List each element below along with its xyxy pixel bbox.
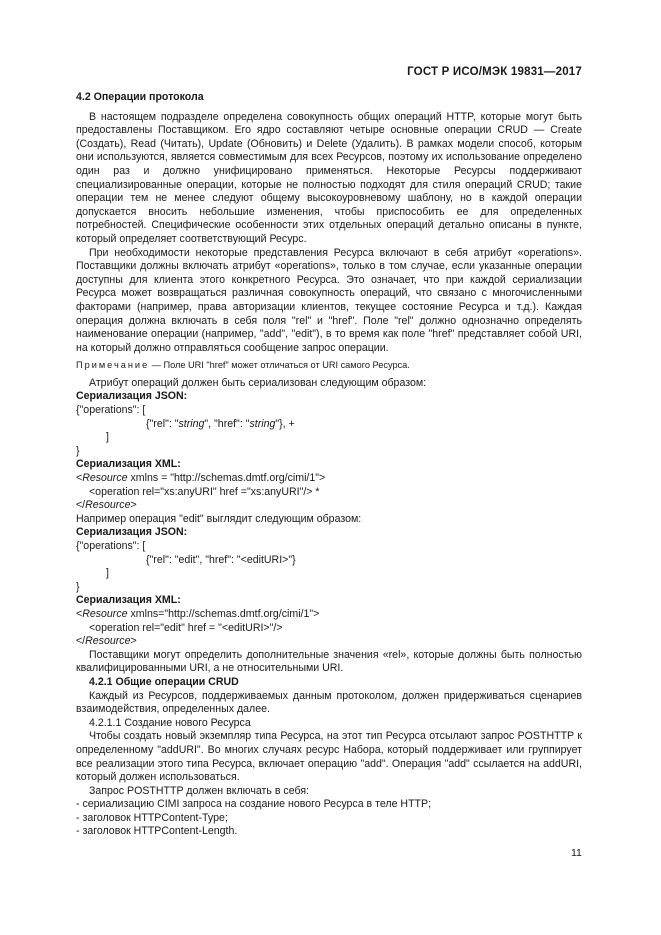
page-number: 11 xyxy=(571,847,582,859)
code-line: <Resource xmlns = "http://schemas.dmtf.org/cimi/1"> xyxy=(76,472,326,485)
code-line: } xyxy=(76,444,80,457)
paragraph: Каждый из Ресурсов, поддерживаемых данным протоколом, должен придерживаться сценариев взаимодействия, определенных далее. xyxy=(76,689,582,716)
page-body xyxy=(76,91,582,839)
note xyxy=(76,359,582,373)
code-line: ] xyxy=(106,567,109,580)
subsubsection-title: 4.2.1.1 Создание нового Ресурса xyxy=(89,716,251,729)
list-item: - сериализацию CIMI запроса на создание нового Ресурса в теле HTTP; xyxy=(76,798,432,811)
code-line: {"rel": "edit", "href": "<editURI>"} xyxy=(146,553,296,566)
note-text: — Поле URI "href" может отличаться от URI самого Ресурса. xyxy=(149,360,410,371)
section-title: 4.2 Операции протокола xyxy=(76,91,204,103)
code-line: <operation rel="edit" href = "<editURI>"/> xyxy=(89,621,283,634)
xml-label: Сериализация XML: xyxy=(76,594,181,607)
code-line: </Resource> xyxy=(76,635,137,648)
paragraph: Атрибут операций должен быть сериализован следующим образом: xyxy=(89,376,427,389)
code-line: {"operations": [ xyxy=(76,404,146,417)
code-line: <operation rel="xs:anyURI" href ="xs:anyURI"/> * xyxy=(89,485,320,498)
paragraph: Чтобы создать новый экземпляр типа Ресурса, на этот тип Ресурса отсылают запрос POSTHTTP к определенному "addURI". Во многих случаях ресурс Набора, который поддерживает или группирует все реализации этого типа Ресурса, включает операцию "add". Операция "add" ссылается на addURI, который должен использоваться. xyxy=(76,730,582,784)
code-line: } xyxy=(76,580,80,593)
subsection-title: 4.2.1 Общие операции CRUD xyxy=(89,675,239,688)
code-line: <Resource xmlns="http://schemas.dmtf.org/cimi/1"> xyxy=(76,607,320,620)
code-line: </Resource> xyxy=(76,499,137,512)
json-label: Сериализация JSON: xyxy=(76,526,188,539)
json-label: Сериализация JSON: xyxy=(76,390,188,403)
paragraph: При необходимости некоторые представления Ресурса включают в себя атрибут «operations». Поставщики должны включать атрибут «operations», только в том случае, если указанные операции доступны для клиента этого конкретного Ресурса. Это означает, что при каждой сериализации Ресурса может возвращаться различная совокупность операций, что связано с многочисленными факторами (например, права авторизации клиентов, текущее состояние Ресурса и т.д.). Каждая операция должна включать в себя поля "rel" и "href". Поле "rel" должно однозначно определять наименование операции (например, "add", "edit"), в то время как поле "href" представляет собой URI, на который должно отправляться сообщение запрос операции. xyxy=(76,246,582,354)
paragraph: В настоящем подразделе определена совокупность общих операций HTTP, которые могут быть предоставлены Поставщиком. Его ядро составляют четыре основные операции CRUD — Create (Создать), Read (Читать), Update (Обновить) и Delete (Удалить). В рамках модели способ, которым они используются, является совместимым для всех Ресурсов, поэтому их использование определено один раз и должно унифицировано применяться. Некоторые Ресурсы поддерживают специализированные операции, которые не полностью подходят для стиля операций CRUD; такие операции тем не менее следуют общему высокоуровневому шаблону, но в каждой операции допускается вносить небольшие изменения, чтобы приспособить ее для определенных потребностей. Специфические особенности этих отдельных операций детально описаны в пункте, который определяет соответствующий Ресурс. xyxy=(76,110,582,245)
code-line: {"rel": "string", "href": "string"}, + xyxy=(146,417,295,430)
paragraph: Запрос POSTHTTP должен включать в себя: xyxy=(89,784,310,797)
paragraph: Например операция "edit" выглядит следующим образом: xyxy=(76,512,362,525)
note-label: Примечание xyxy=(76,360,150,371)
xml-label: Сериализация XML: xyxy=(76,458,181,471)
list-item: - заголовок HTTPContent-Type; xyxy=(76,811,228,824)
document-header: ГОСТ Р ИСО/МЭК 19831—2017 xyxy=(407,66,582,78)
code-line: ] xyxy=(106,431,109,444)
list-item: - заголовок HTTPContent-Length. xyxy=(76,825,238,838)
code-line: {"operations": [ xyxy=(76,540,146,552)
paragraph: Поставщики могут определить дополнительные значения «rel», которые должны быть полностью квалифицированными URI, а не относительными URI. xyxy=(76,648,582,675)
